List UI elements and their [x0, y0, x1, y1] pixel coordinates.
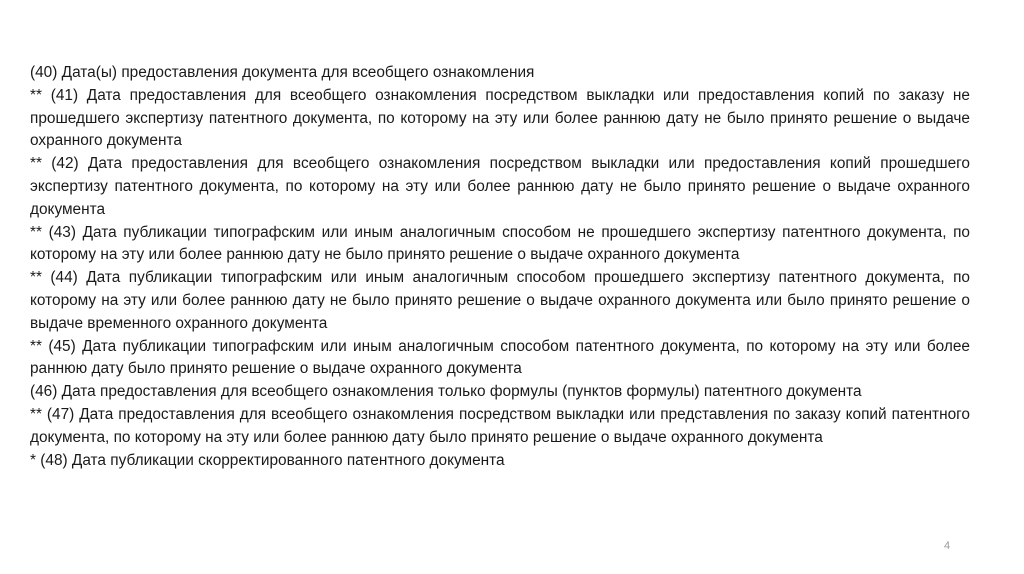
paragraph-42: ** (42) Дата предоставления для всеобщего ознакомления посредством выкладки или предоставления копий прошедшего экспертизу патентного документа, по которому на эту или более раннюю дату не было принято решение о выдаче охранного документа [30, 155, 970, 218]
paragraph-47: ** (47) Дата предоставления для всеобщего ознакомления посредством выкладки или представления по заказу копий патентного документа, по которому на эту или более раннюю дату было принято решение о выдаче охранного документа [30, 405, 970, 446]
paragraph-45: ** (45) Дата публикации типографским или иным аналогичным способом патентного документа, по которому на эту или более раннюю дату было принято решение о выдаче охранного документа [30, 337, 970, 378]
page-number: 4 [943, 540, 951, 552]
paragraph-40: (40) Дата(ы) предоставления документа для всеобщего ознакомления [30, 64, 535, 81]
paragraph-41: ** (41) Дата предоставления для всеобщего ознакомления посредством выкладки или предоставления копий по заказу не прошедшего экспертизу патентного документа, по которому на эту или более раннюю дату не было принято решение о выдаче охранного документа [30, 86, 970, 150]
paragraph-44: ** (44) Дата публикации типографским или иным аналогичным способом прошедшего экспертизу патентного документа, по которому на эту или более раннюю дату не было принято решение о выдаче охранного документа или было принято решение о выдаче временного охранного документа [30, 269, 970, 332]
paragraph-46: (46) Дата предоставления для всеобщего ознакомления только формулы (пунктов формулы) патентного документа [30, 383, 862, 401]
slide-body-text [30, 62, 970, 472]
paragraph-43: ** (43) Дата публикации типографским или иным аналогичным способом не прошедшего экспертизу патентного документа, по которому на эту или более раннюю дату не было принято решение о выдаче охранного документа [30, 223, 970, 264]
paragraph-48: * (48) Дата публикации скорректированного патентного документа [30, 451, 505, 469]
